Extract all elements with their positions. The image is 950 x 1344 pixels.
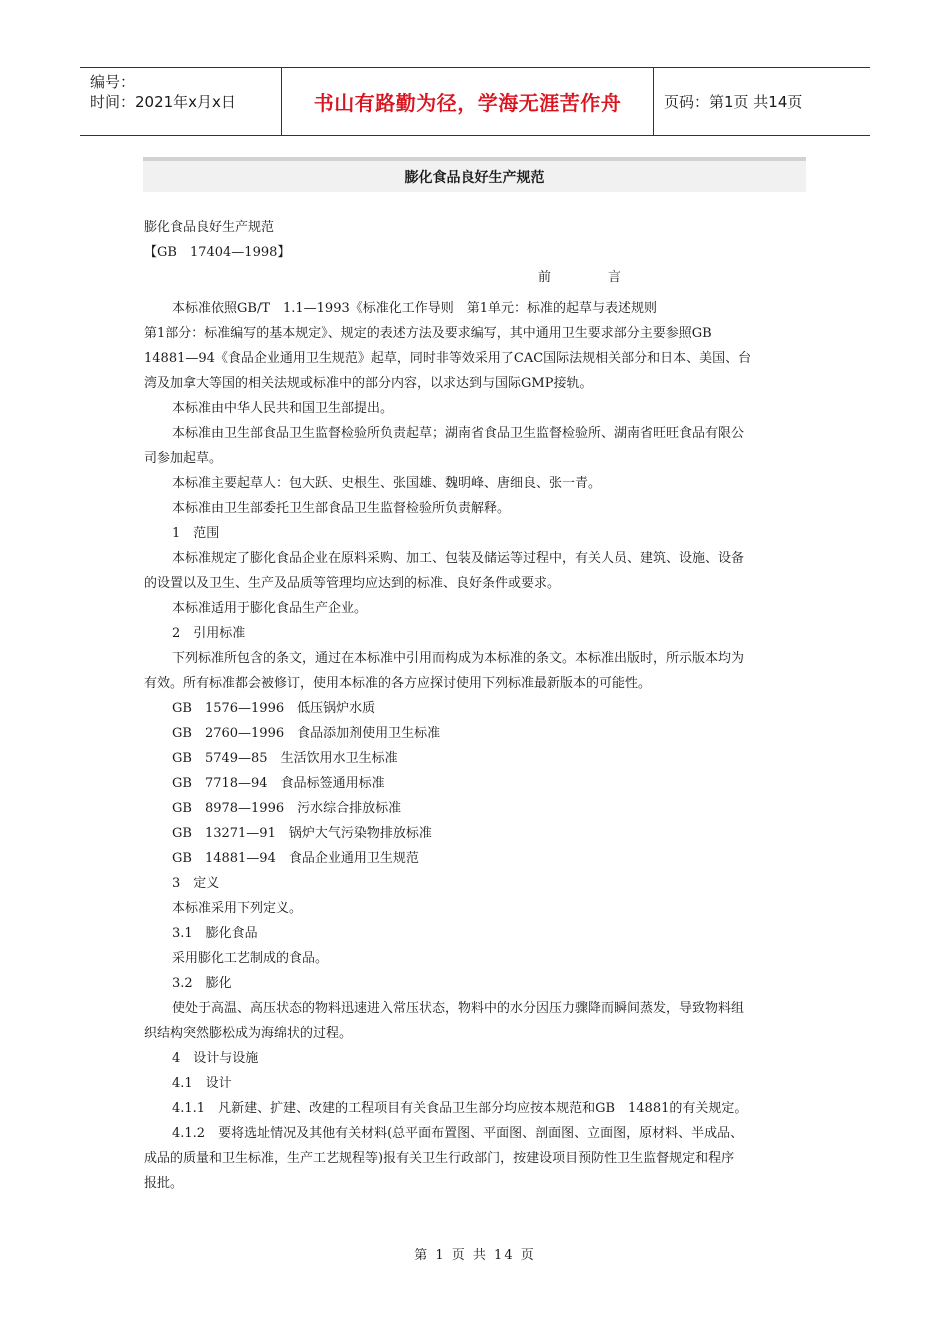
- paragraph: 本标准由卫生部食品卫生监督检验所负责起草；湖南省食品卫生监督检验所、湖南省旺旺食品有限公: [172, 426, 745, 441]
- paragraph: 司参加起草。: [144, 451, 223, 466]
- paragraph: 成品的质量和卫生标准，生产工艺规程等)报有关卫生行政部门，按建设项目预防性卫生监督规定和程序: [144, 1151, 735, 1166]
- subsection-heading: 4.1 设计: [172, 1076, 232, 1091]
- paragraph: 的设置以及卫生、生产及品质等管理均应达到的标准、良好条件或要求。: [144, 576, 561, 591]
- subsection-heading: 3.1 膨化食品: [172, 926, 258, 941]
- section-heading: 4 设计与设施: [172, 1051, 259, 1066]
- page-info: 页码：第1页 共14页: [664, 93, 803, 111]
- paragraph: 4.1.2 要将选址情况及其他有关材料(总平面布置图、平面图、剖面图、立面图，原材料、半成品、: [172, 1126, 744, 1141]
- standard-number: 【GB 17404—1998】: [144, 245, 291, 260]
- standard-ref: GB 13271—91 锅炉大气污染物排放标准: [172, 826, 432, 841]
- header-motto-cell: [282, 68, 654, 135]
- section-heading: 1 范围: [172, 526, 220, 541]
- standard-ref: GB 5749—85 生活饮用水卫生标准: [172, 751, 398, 766]
- paragraph: 第1部分：标准编写的基本规定》、规定的表述方法及要求编写，其中通用卫生要求部分主要参照GB: [144, 326, 712, 341]
- paragraph: 本标准由中华人民共和国卫生部提出。: [172, 401, 394, 416]
- foreword-heading: 前 言: [537, 270, 643, 285]
- paragraph: 湾及加拿大等国的相关法规或标准中的部分内容，以求达到与国际GMP接轨。: [144, 376, 593, 391]
- paragraph: 本标准主要起草人：包大跃、史根生、张国雄、魏明峰、唐细良、张一青。: [172, 476, 602, 491]
- motto-text: 书山有路勤为径，学海无涯苦作舟: [313, 91, 622, 115]
- header-page-cell: [654, 68, 870, 135]
- standard-ref: GB 14881—94 食品企业通用卫生规范: [172, 851, 419, 866]
- paragraph: 有效。所有标准都会被修订，使用本标准的各方应探讨使用下列标准最新版本的可能性。: [144, 676, 652, 691]
- paragraph: 本标准由卫生部委托卫生部食品卫生监督检验所负责解释。: [172, 501, 511, 516]
- paragraph: 4.1.1 凡新建、扩建、改建的工程项目有关食品卫生部分均应按本规范和GB 14881的有关规定。: [172, 1101, 748, 1116]
- paragraph: 织结构突然膨松成为海绵状的过程。: [144, 1026, 353, 1041]
- standard-ref: GB 8978—1996 污水综合排放标准: [172, 801, 402, 816]
- paragraph: 14881—94《食品企业通用卫生规范》起草，同时非等效采用了CAC国际法规相关部分和日本、美国、台: [144, 351, 752, 366]
- doc-title: 膨化食品良好生产规范: [404, 169, 545, 186]
- paragraph: 报批。: [144, 1176, 184, 1191]
- standard-ref: GB 7718—94 食品标签通用标准: [172, 776, 385, 791]
- paragraph: 采用膨化工艺制成的食品。: [172, 951, 329, 966]
- section-heading: 2 引用标准: [172, 626, 246, 641]
- doc-title-band: [143, 157, 806, 192]
- subsection-heading: 3.2 膨化: [172, 976, 232, 991]
- document-body: [144, 215, 807, 1196]
- page-footer: 第 1 页 共 14 页: [414, 1248, 536, 1263]
- body-title: 膨化食品良好生产规范: [144, 220, 275, 235]
- paragraph: 本标准适用于膨化食品生产企业。: [172, 601, 368, 616]
- paragraph: 使处于高温、高压状态的物料迅速进入常压状态，物料中的水分因压力骤降而瞬间蒸发，导致物料组: [172, 1001, 745, 1016]
- section-heading: 3 定义: [172, 876, 220, 891]
- paragraph: 本标准采用下列定义。: [172, 901, 303, 916]
- standard-ref: GB 1576—1996 低压锅炉水质: [172, 701, 376, 716]
- header-left-cell: [80, 68, 282, 135]
- number-label: 编号：: [90, 73, 136, 91]
- header-table: [80, 67, 870, 136]
- paragraph: 下列标准所包含的条文，通过在本标准中引用而构成为本标准的条文。本标准出版时，所示版本均为: [172, 651, 745, 666]
- paragraph: 本标准规定了膨化食品企业在原料采购、加工、包装及储运等过程中，有关人员、建筑、设施、设备: [172, 551, 745, 566]
- standard-ref: GB 2760—1996 食品添加剂使用卫生标准: [172, 726, 441, 741]
- paragraph: 本标准依照GB/T 1.1—1993《标准化工作导则 第1单元：标准的起草与表述规则: [172, 301, 658, 316]
- time-label: 时间：2021年x月x日: [90, 93, 236, 111]
